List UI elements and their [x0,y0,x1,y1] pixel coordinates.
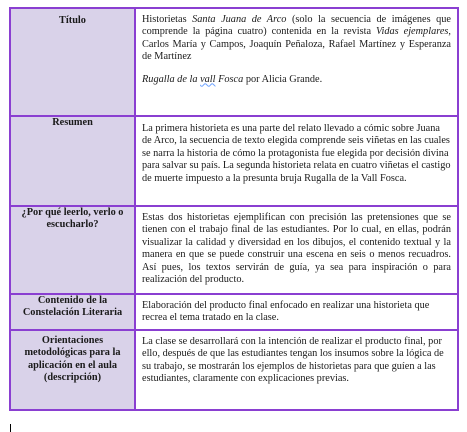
content-titulo [135,8,458,116]
label-contenido: Contenido de la Constelación Literaria [10,294,135,330]
info-table [9,7,459,411]
orientaciones-text: La clase se desarrollará con la intención de realizar el producto final, por ello, después de que las estudiantes tengan los insumos sobre la lógica de su trabajo, se mostrarán los ejemplos de historietas para que guíen a las estudiantes, claramente con explicaciones previas. [142,336,444,385]
row-titulo [10,8,458,116]
content-orientaciones [135,330,458,410]
porque-text: Estas dos historietas ejemplifican con precisión las pretensiones que se tienen con el trabajo final de las estudiantes. Por lo cual, en ellas, podrán visualizar la calidad y diversidad en los dibujos, el contenido textual y la manera en que se puede construir una escena en seis o menos recuadros. Así pues, los textos servirán de guía, ya sea para inspiración o para realización del producto. [142,212,451,286]
content-porque [135,206,458,294]
row-porque [10,206,458,294]
label-titulo: Título [10,8,135,116]
content-contenido [135,294,458,330]
row-contenido [10,294,458,330]
label-orientaciones: Orientaciones metodológicas para la aplicación en el aula (descripción) [10,330,135,410]
resumen-text: La primera historieta es una parte del relato llevado a cómic sobre Juana de Arco, la secuencia de texto elegida comprende seis viñetas en las cuales se narra la historia de cómo la protagonista fue elegida por decisión divina para salvar su país. La segunda historieta relata en cuatro viñetas el castigo de muerte impuesto a la presunta bruja Rugalla de la Vall Fosca. [142,123,451,184]
label-porque: ¿Por qué leerlo, verlo o escucharlo? [10,206,135,294]
row-resumen [10,116,458,206]
contenido-text: Elaboración del producto final enfocado en realizar una historieta que recrea el tema tratado en la clase. [142,300,430,324]
row-orientaciones [10,330,458,410]
content-resumen [135,116,458,206]
titulo-paragraph-2: Rugalla de la vall Fosca por Alicia Grande. [142,73,323,85]
label-resumen: Resumen [10,116,135,206]
titulo-paragraph-1: Historietas Santa Juana de Arco (solo la secuencia de imágenes que comprende la página cuatro) contenida en la revista Vidas ejemplares, Carlos María y Campos, Joaquín Peñaloza, Rafael Martínez y Esperanza de Martínez [142,14,451,63]
text-cursor [10,424,11,432]
